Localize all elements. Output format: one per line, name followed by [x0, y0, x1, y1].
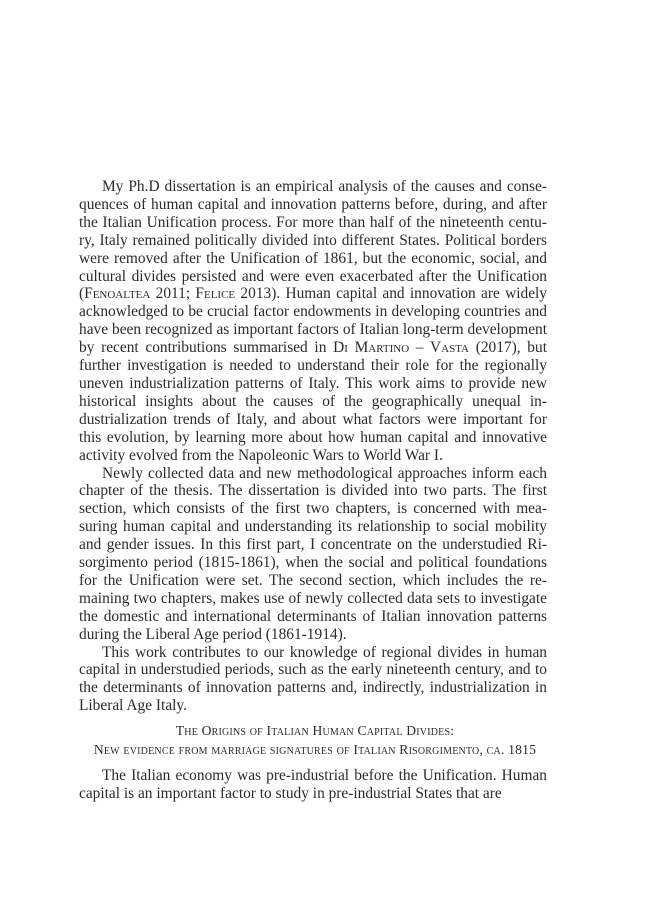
intro-paragraph-1: [79, 178, 547, 465]
section-heading-title: The Origins of Italian Human Capital Divides:: [175, 723, 455, 738]
intro-paragraph-1-text-a: My Ph.D dissertation is an empirical analysis of the causes and consequences of human capital and innovation patterns before, during, and after the Italian Unification process. For more than half of the nineteenth century, Italy remained politically divided into different States. Political borders were removed after the Unification of 1861, but the economic, social, and cultural divides persisted and were even exacerbated after the Unification (: [79, 178, 547, 303]
citation-di-martino-vasta: Di Martino – Vasta: [333, 339, 469, 357]
intro-paragraph-1-text-d: (2017), but further investigation is needed to understand their role for the regionally uneven industrialization patterns of Italy. This work aims to provide new historical insights about the causes of the geographically unequal industrialization trends of Italy, and about what factors were important for this evolution, by learning more about how human capital and innovative activity evolved from the Napoleonic Wars to World War I.: [79, 339, 547, 464]
intro-paragraph-3: This work contributes to our knowledge of regional divides in human capital in understudied periods, such as the early nineteenth century, and to the determinants of innovation patterns and, indirectly, industrialization in Liberal Age Italy.: [79, 643, 547, 715]
intro-text-block: [79, 178, 547, 715]
next-section-text-block: [79, 767, 547, 803]
intro-paragraph-1-text-b: 2011;: [150, 285, 196, 303]
intro-paragraph-1-text-c: 2013). Human capital and innovation are widely acknowledged to be crucial factor endowments in developing countries and have been recognized as important factors of Italian long-term development by recent contributions summarised in: [79, 285, 547, 357]
intro-paragraph-2: Newly collected data and new methodological approaches inform each chapter of the thesis. The dissertation is divided into two parts. The first section, which consists of the first two chapters, is concerned with measuring human capital and understanding its relationship to social mobility and gender issues. In this first part, I concentrate on the understudied Risorgimento period (1815-1861), when the social and political foundations for the Unification were set. The second section, which includes the remaining two chapters, makes use of newly collected data sets to investigate the domestic and international determinants of Italian innovation patterns during the Liberal Age period (1861-1914).: [79, 464, 547, 643]
citation-fenoaltea: Fenoaltea: [84, 285, 151, 303]
next-section-paragraph-1: The Italian economy was pre-industrial before the Unification. Human capital is an important factor to study in pre-industrial States that are: [79, 767, 547, 802]
section-heading-subtitle: New evidence from marriage signatures of Italian Risorgimento, ca. 1815: [93, 742, 537, 757]
citation-felice: Felice: [195, 285, 236, 303]
